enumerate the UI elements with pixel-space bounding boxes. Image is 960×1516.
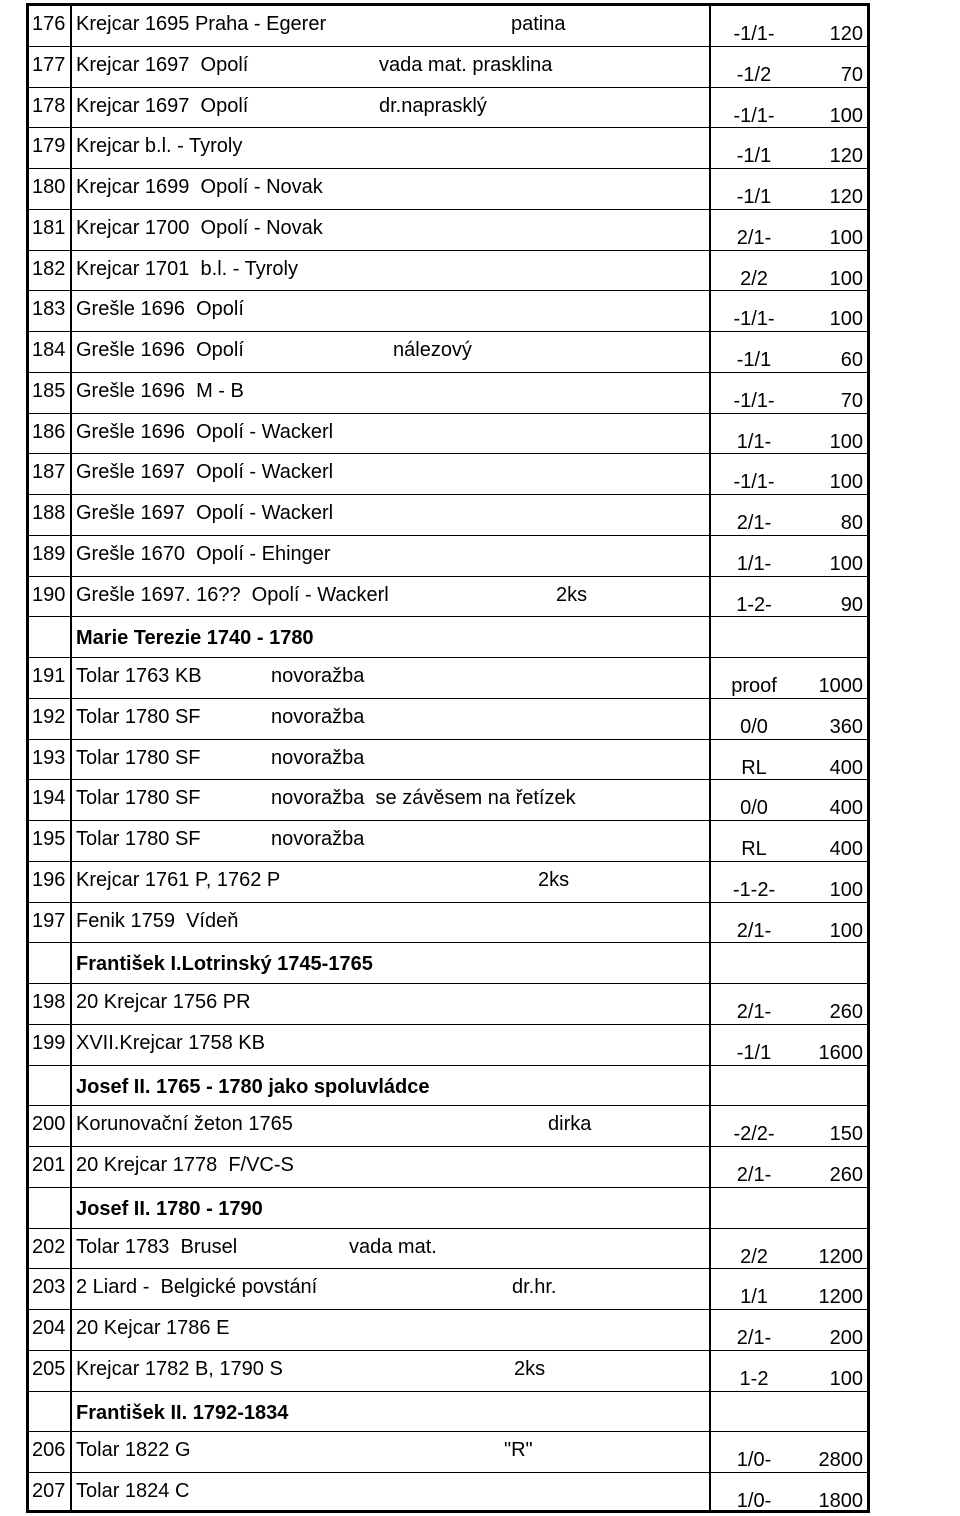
lot-note: nálezový xyxy=(393,339,472,361)
row-divider xyxy=(29,1431,867,1432)
lot-grade: 1/0- xyxy=(736,1490,772,1512)
row-divider xyxy=(29,779,867,780)
lot-number: 198 xyxy=(32,991,66,1013)
lot-price: 1800 xyxy=(818,1490,863,1512)
lot-number: 195 xyxy=(32,828,66,850)
lot-description: Krejcar 1697 Opolí xyxy=(76,53,249,76)
lot-price: 360 xyxy=(829,715,863,738)
lot-price: 260 xyxy=(829,1164,863,1186)
lot-description: Fenik 1759 Vídeň xyxy=(76,909,239,932)
row-divider xyxy=(29,372,867,373)
lot-grade: RL xyxy=(741,756,767,779)
row-divider xyxy=(29,290,867,291)
lot-description: Tolar 1780 SF xyxy=(76,705,201,728)
lot-grade: 1-2 xyxy=(739,1367,769,1390)
lot-price: 2800 xyxy=(818,1449,863,1472)
lot-number: 199 xyxy=(32,1031,66,1054)
lot-number: 196 xyxy=(32,868,66,891)
row-divider xyxy=(29,87,867,88)
lot-description: Grešle 1696 M - B xyxy=(76,379,244,402)
row-divider xyxy=(29,616,867,617)
row-divider xyxy=(29,46,867,47)
lot-description: XVII.Krejcar 1758 KB xyxy=(76,1031,265,1054)
lot-number: 189 xyxy=(32,542,66,565)
lot-grade: -2/2- xyxy=(733,1123,775,1146)
lot-price: 120 xyxy=(829,186,863,208)
lot-note: vada mat. xyxy=(349,1235,437,1258)
lot-price: 120 xyxy=(829,23,863,45)
lot-number: 187 xyxy=(32,461,66,484)
row-divider xyxy=(29,209,867,210)
lot-price: 200 xyxy=(829,1327,863,1349)
lot-number: 191 xyxy=(32,665,66,687)
lot-grade: -1/1- xyxy=(733,23,775,45)
lot-price: 100 xyxy=(829,267,863,290)
lot-grade: 2/1- xyxy=(736,1327,772,1349)
lot-number: 206 xyxy=(32,1439,66,1462)
row-divider xyxy=(29,1309,867,1310)
lot-number: 193 xyxy=(32,746,66,769)
row-divider xyxy=(29,127,867,128)
lot-grade: 1/0- xyxy=(736,1449,772,1472)
lot-number: 178 xyxy=(32,94,66,117)
lot-grade: proof xyxy=(731,675,777,697)
lot-grade: 1/1- xyxy=(736,552,772,575)
lot-number: 182 xyxy=(32,257,66,280)
lot-number: 183 xyxy=(32,298,66,321)
lot-grade: 2/1- xyxy=(736,919,772,942)
lot-note: dr.naprasklý xyxy=(379,94,487,117)
lot-grade: 1/1 xyxy=(740,1286,768,1309)
lot-description: 20 Kejcar 1786 E xyxy=(76,1317,230,1339)
lot-grade: -1/2 xyxy=(736,63,772,86)
lot-number: 179 xyxy=(32,135,66,158)
lot-number: 184 xyxy=(32,339,66,361)
lot-price: 70 xyxy=(840,389,863,412)
lot-number: 186 xyxy=(32,420,66,443)
lot-grade: -1/1- xyxy=(733,389,775,412)
lot-grade: 0/0 xyxy=(740,797,768,820)
lot-price: 100 xyxy=(829,1367,863,1390)
lot-grade: -1/1 xyxy=(736,1041,772,1064)
lot-description: Krejcar b.l. - Tyroly xyxy=(76,135,243,158)
row-divider xyxy=(29,1228,867,1229)
row-divider xyxy=(29,983,867,984)
lot-description: Krejcar 1697 Opolí xyxy=(76,94,249,117)
lot-price: 100 xyxy=(829,878,863,901)
lot-price: 400 xyxy=(829,838,863,860)
lot-number: 204 xyxy=(32,1317,66,1339)
lot-price: 1200 xyxy=(818,1286,863,1309)
lot-note: novoražba xyxy=(271,665,365,687)
lot-description: Grešle 1696 Opolí - Wackerl xyxy=(76,420,334,443)
lot-description: Tolar 1780 SF xyxy=(76,746,201,769)
lot-grade: -1-2- xyxy=(732,878,776,901)
section-heading: František II. 1792-1834 xyxy=(76,1401,289,1424)
lot-note: "R" xyxy=(504,1439,533,1462)
lot-grade: RL xyxy=(741,838,767,860)
lot-note: novoražba xyxy=(271,828,365,850)
lot-number: 200 xyxy=(32,1113,66,1136)
row-divider xyxy=(29,331,867,332)
lot-number: 181 xyxy=(32,216,66,239)
section-heading: Marie Terezie 1740 - 1780 xyxy=(76,627,314,650)
lot-grade: -1/1 xyxy=(736,349,772,371)
lot-number: 177 xyxy=(32,53,66,76)
lot-note: dr.hr. xyxy=(512,1276,557,1299)
row-divider xyxy=(29,942,867,943)
lot-number: 180 xyxy=(32,176,66,198)
lot-price: 100 xyxy=(829,471,863,494)
lot-grade: 2/1- xyxy=(736,1164,772,1186)
lot-description: 2 Liard - Belgické povstání xyxy=(76,1276,318,1299)
lot-grade: -1/1 xyxy=(736,145,772,168)
lot-number: 203 xyxy=(32,1276,66,1299)
lot-description: 20 Krejcar 1778 F/VC-S xyxy=(76,1154,294,1176)
lot-number: 201 xyxy=(32,1154,66,1176)
lot-number: 176 xyxy=(32,13,66,35)
row-divider xyxy=(29,1146,867,1147)
lot-grade: -1/1 xyxy=(736,186,772,208)
row-divider xyxy=(29,168,867,169)
row-divider xyxy=(29,1105,867,1106)
lot-note: novoražba xyxy=(271,746,365,769)
row-divider xyxy=(29,1187,867,1188)
lot-description: Krejcar 1701 b.l. - Tyroly xyxy=(76,257,298,280)
lot-description: Tolar 1822 G xyxy=(76,1439,191,1462)
row-divider xyxy=(29,413,867,414)
row-divider xyxy=(29,739,867,740)
lot-description: Tolar 1780 SF xyxy=(76,787,201,810)
lot-price: 400 xyxy=(829,756,863,779)
row-divider xyxy=(29,657,867,658)
row-divider xyxy=(29,576,867,577)
row-divider xyxy=(29,453,867,454)
lot-description: Krejcar 1695 Praha - Egerer xyxy=(76,13,327,35)
lot-grade: 2/1- xyxy=(736,512,772,534)
lot-price: 100 xyxy=(829,919,863,942)
lot-grade: 2/1- xyxy=(736,226,772,249)
lot-note: novoražba xyxy=(271,705,365,728)
row-divider xyxy=(29,1472,867,1473)
lot-note: 2ks xyxy=(538,868,570,891)
lot-number: 207 xyxy=(32,1480,66,1502)
lot-description: Grešle 1696 Opolí xyxy=(76,298,244,321)
lot-description: Krejcar 1700 Opolí - Novak xyxy=(76,216,323,239)
lot-number: 188 xyxy=(32,502,66,524)
lot-grade: 1-2- xyxy=(736,593,772,616)
lot-note: 2ks xyxy=(556,583,588,606)
lot-description: Krejcar 1782 B, 1790 S xyxy=(76,1357,283,1380)
lot-description: Korunovační žeton 1765 xyxy=(76,1113,293,1136)
lot-grade: 1/1- xyxy=(736,430,772,453)
lot-description: Grešle 1697. 16?? Opolí - Wackerl xyxy=(76,583,389,606)
lot-grade: 2/2 xyxy=(740,267,768,290)
lot-price: 400 xyxy=(829,797,863,820)
section-heading: František I.Lotrinský 1745-1765 xyxy=(76,953,373,976)
lot-price: 100 xyxy=(829,552,863,575)
row-divider xyxy=(29,861,867,862)
lot-description: Krejcar 1761 P, 1762 P xyxy=(76,868,281,891)
price-table xyxy=(26,3,870,1513)
col-divider-description xyxy=(709,6,711,1510)
lot-description: Krejcar 1699 Opolí - Novak xyxy=(76,176,323,198)
row-divider xyxy=(29,1065,867,1066)
lot-price: 1600 xyxy=(818,1041,863,1064)
lot-grade: 2/2 xyxy=(740,1245,768,1268)
lot-price: 80 xyxy=(840,512,863,534)
lot-number: 194 xyxy=(32,787,66,810)
lot-number: 190 xyxy=(32,583,66,606)
lot-grade: 0/0 xyxy=(740,715,768,738)
lot-price: 120 xyxy=(829,145,863,168)
row-divider xyxy=(29,1268,867,1269)
row-divider xyxy=(29,1350,867,1351)
row-divider xyxy=(29,820,867,821)
col-divider-number xyxy=(70,6,72,1510)
lot-price: 100 xyxy=(829,308,863,331)
lot-note: vada mat. prasklina xyxy=(379,53,553,76)
lot-price: 100 xyxy=(829,226,863,249)
lot-description: Tolar 1763 KB xyxy=(76,665,202,687)
row-divider xyxy=(29,698,867,699)
section-heading: Josef II. 1780 - 1790 xyxy=(76,1197,263,1220)
lot-note: 2ks xyxy=(514,1357,546,1380)
row-divider xyxy=(29,902,867,903)
lot-note: patina xyxy=(511,13,566,35)
row-divider xyxy=(29,494,867,495)
lot-grade: -1/1- xyxy=(733,471,775,494)
lot-note: novoražba se závěsem na řetízek xyxy=(271,787,576,810)
lot-description: Grešle 1696 Opolí xyxy=(76,339,244,361)
lot-price: 150 xyxy=(829,1123,863,1146)
lot-description: Tolar 1783 Brusel xyxy=(76,1235,238,1258)
lot-description: Grešle 1697 Opolí - Wackerl xyxy=(76,502,334,524)
lot-number: 197 xyxy=(32,909,66,932)
lot-number: 205 xyxy=(32,1357,66,1380)
row-divider xyxy=(29,250,867,251)
lot-description: Tolar 1824 C xyxy=(76,1480,190,1502)
lot-price: 1000 xyxy=(818,675,863,697)
lot-grade: 2/1- xyxy=(736,1001,772,1023)
lot-price: 90 xyxy=(840,593,863,616)
section-heading: Josef II. 1765 - 1780 jako spoluvládce xyxy=(76,1075,430,1098)
lot-number: 192 xyxy=(32,705,66,728)
lot-number: 202 xyxy=(32,1235,66,1258)
lot-price: 70 xyxy=(840,63,863,86)
lot-price: 60 xyxy=(840,349,863,371)
lot-description: Grešle 1670 Opolí - Ehinger xyxy=(76,542,331,565)
lot-grade: -1/1- xyxy=(733,104,775,127)
row-divider xyxy=(29,535,867,536)
lot-price: 100 xyxy=(829,104,863,127)
lot-description: Tolar 1780 SF xyxy=(76,828,201,850)
lot-price: 1200 xyxy=(818,1245,863,1268)
lot-description: 20 Krejcar 1756 PR xyxy=(76,991,251,1013)
lot-grade: -1/1- xyxy=(733,308,775,331)
row-divider xyxy=(29,1024,867,1025)
row-divider xyxy=(29,1391,867,1392)
lot-note: dirka xyxy=(548,1113,592,1136)
lot-price: 260 xyxy=(829,1001,863,1023)
lot-description: Grešle 1697 Opolí - Wackerl xyxy=(76,461,334,484)
lot-price: 100 xyxy=(829,430,863,453)
lot-number: 185 xyxy=(32,379,66,402)
